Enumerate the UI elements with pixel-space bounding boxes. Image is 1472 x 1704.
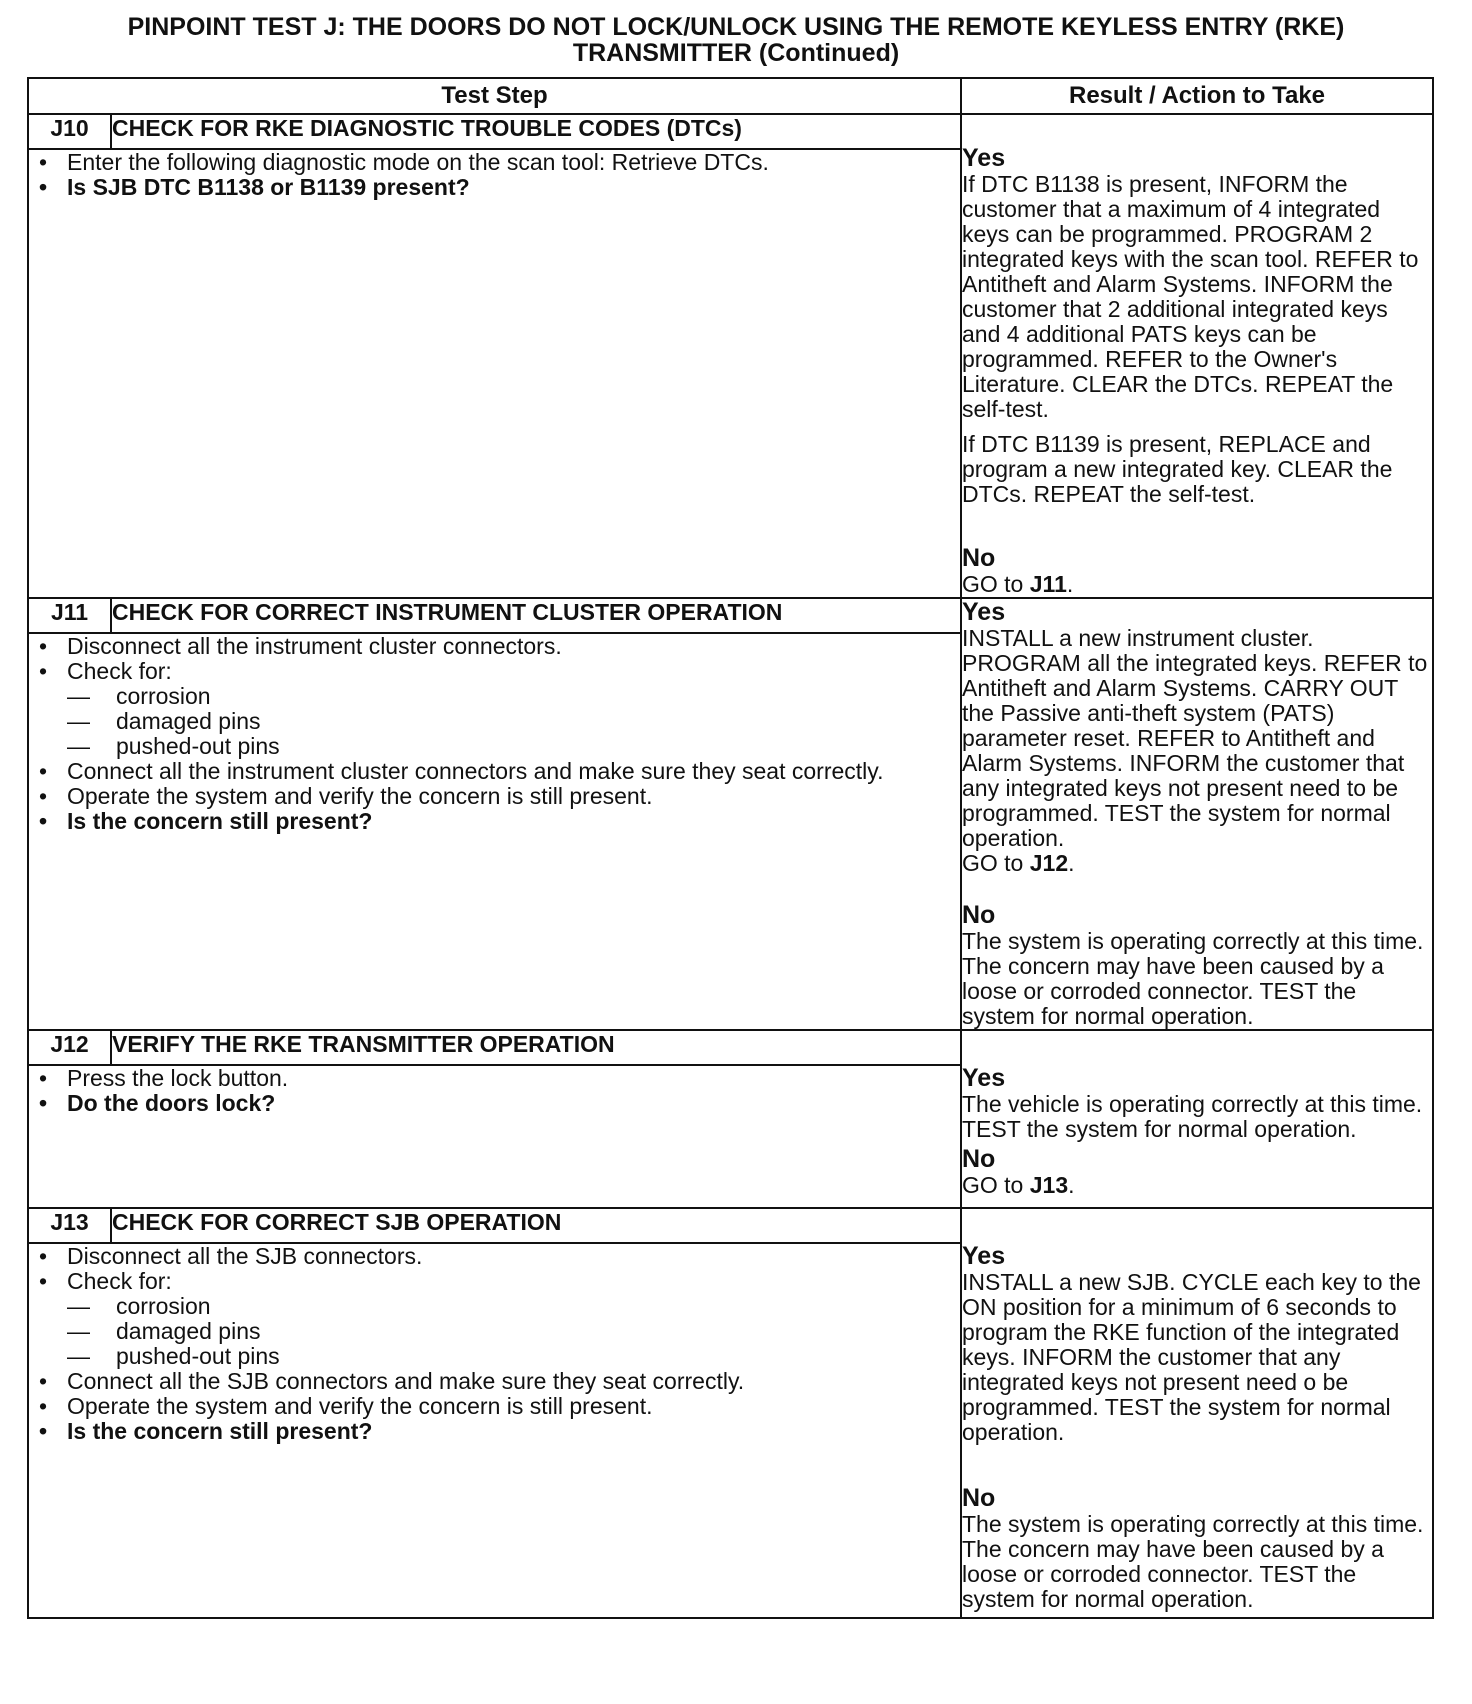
yes-label: Yes <box>962 598 1006 626</box>
result-text: GO to J11. <box>962 571 1074 597</box>
list-subitem: — pushed-out pins <box>29 1344 960 1369</box>
step-row-j10 <box>28 114 1433 149</box>
list-item: • Enter the following diagnostic mode on the scan tool: Retrieve DTCs. <box>29 150 960 175</box>
step-instructions <box>28 633 961 1030</box>
step-id: J11 <box>28 598 111 633</box>
list-subitem: — damaged pins <box>29 709 960 734</box>
step-title: VERIFY THE RKE TRANSMITTER OPERATION <box>111 1030 961 1065</box>
result-text: INSTALL a new instrument cluster. PROGRAM all the integrated keys. REFER to Antitheft and Alarm Systems. CARRY OUT the Passive anti-theft system (PATS) parameter reset. REFER to Antitheft and Alarm Systems. INFORM the customer that any integrated keys not present need to be programmed. TEST the system for normal operation. <box>962 625 1428 851</box>
list-item: • Operate the system and verify the concern is still present. <box>29 1394 960 1419</box>
list-item: • Is the concern still present? <box>29 809 960 834</box>
yes-label: Yes <box>962 1242 1006 1270</box>
page-title <box>0 14 1472 66</box>
step-instructions <box>28 1065 961 1208</box>
result-text: The system is operating correctly at this time. The concern may have been caused by a loose or corroded connector. TEST the system for normal operation. <box>962 1511 1424 1612</box>
step-title: CHECK FOR CORRECT SJB OPERATION <box>111 1208 961 1243</box>
result-text: If DTC B1139 is present, REPLACE and program a new integrated key. CLEAR the DTCs. REPEAT the self-test. <box>962 431 1393 507</box>
header-result: Result / Action to Take <box>961 78 1433 114</box>
step-row-j11 <box>28 598 1433 633</box>
list-item: • Operate the system and verify the concern is still present. <box>29 784 960 809</box>
no-label: No <box>962 901 996 929</box>
list-subitem: — damaged pins <box>29 1319 960 1344</box>
title-line-2: TRANSMITTER (Continued) <box>572 39 900 67</box>
list-item: • Is the concern still present? <box>29 1419 960 1444</box>
step-title: CHECK FOR RKE DIAGNOSTIC TROUBLE CODES (DTCs) <box>111 114 961 149</box>
step-result-j13 <box>961 1208 1433 1618</box>
yes-label: Yes <box>962 144 1006 172</box>
list-item: • Press the lock button. <box>29 1066 960 1091</box>
instruction-list <box>29 1066 960 1116</box>
step-title: CHECK FOR CORRECT INSTRUMENT CLUSTER OPERATION <box>111 598 961 633</box>
instruction-list <box>29 1244 960 1444</box>
step-reference: J11 <box>1029 571 1067 597</box>
list-item: • Check for: <box>29 659 960 684</box>
step-result-j10 <box>961 114 1433 598</box>
title-line-1: PINPOINT TEST J: THE DOORS DO NOT LOCK/UNLOCK USING THE REMOTE KEYLESS ENTRY (RKE) <box>127 13 1345 41</box>
list-subitem: — corrosion <box>29 1294 960 1319</box>
pinpoint-test-table <box>27 77 1434 1619</box>
list-item: • Connect all the instrument cluster connectors and make sure they seat correctly. <box>29 759 960 784</box>
yes-label: Yes <box>962 1064 1006 1092</box>
result-text: The vehicle is operating correctly at this time. TEST the system for normal operation. <box>962 1091 1423 1142</box>
result-text: The system is operating correctly at this time. The concern may have been caused by a loose or corroded connector. TEST the system for normal operation. <box>962 928 1424 1029</box>
step-row-j13 <box>28 1208 1433 1243</box>
list-subitem: — pushed-out pins <box>29 734 960 759</box>
step-id: J13 <box>28 1208 111 1243</box>
step-instructions <box>28 149 961 598</box>
table-header-row <box>28 78 1433 114</box>
list-item: • Disconnect all the SJB connectors. <box>29 1244 960 1269</box>
step-reference: J13 <box>1029 1172 1069 1198</box>
step-id: J10 <box>28 114 111 149</box>
result-text: INSTALL a new SJB. CYCLE each key to the ON position for a minimum of 6 seconds to program the RKE function of the integrated keys. INFORM the customer that any integrated keys not present need o be programmed. TEST the system for normal operation. <box>962 1269 1421 1445</box>
step-result-j11 <box>961 598 1433 1030</box>
step-instructions <box>28 1243 961 1618</box>
step-row-j12 <box>28 1030 1433 1065</box>
no-label: No <box>962 544 996 572</box>
result-text: GO to J13. <box>962 1172 1075 1198</box>
list-item: • Is SJB DTC B1138 or B1139 present? <box>29 175 960 200</box>
list-item: • Check for: <box>29 1269 960 1294</box>
list-item: • Disconnect all the instrument cluster connectors. <box>29 634 960 659</box>
result-text: GO to J12. <box>962 850 1075 876</box>
no-label: No <box>962 1145 996 1173</box>
step-reference: J12 <box>1029 850 1069 876</box>
result-text: If DTC B1138 is present, INFORM the customer that a maximum of 4 integrated keys can be programmed. PROGRAM 2 integrated keys with the scan tool. REFER to Antitheft and Alarm Systems. INFORM the customer that 2 additional integrated keys and 4 additional PATS keys can be programmed. REFER to the Owner's Literature. CLEAR the DTCs. REPEAT the self-test. <box>962 171 1419 422</box>
header-test-step: Test Step <box>28 78 961 114</box>
no-label: No <box>962 1484 996 1512</box>
instruction-list <box>29 634 960 834</box>
instruction-list <box>29 150 960 200</box>
list-item: • Connect all the SJB connectors and make sure they seat correctly. <box>29 1369 960 1394</box>
list-subitem: — corrosion <box>29 684 960 709</box>
step-result-j12 <box>961 1030 1433 1208</box>
step-id: J12 <box>28 1030 111 1065</box>
list-item: • Do the doors lock? <box>29 1091 960 1116</box>
